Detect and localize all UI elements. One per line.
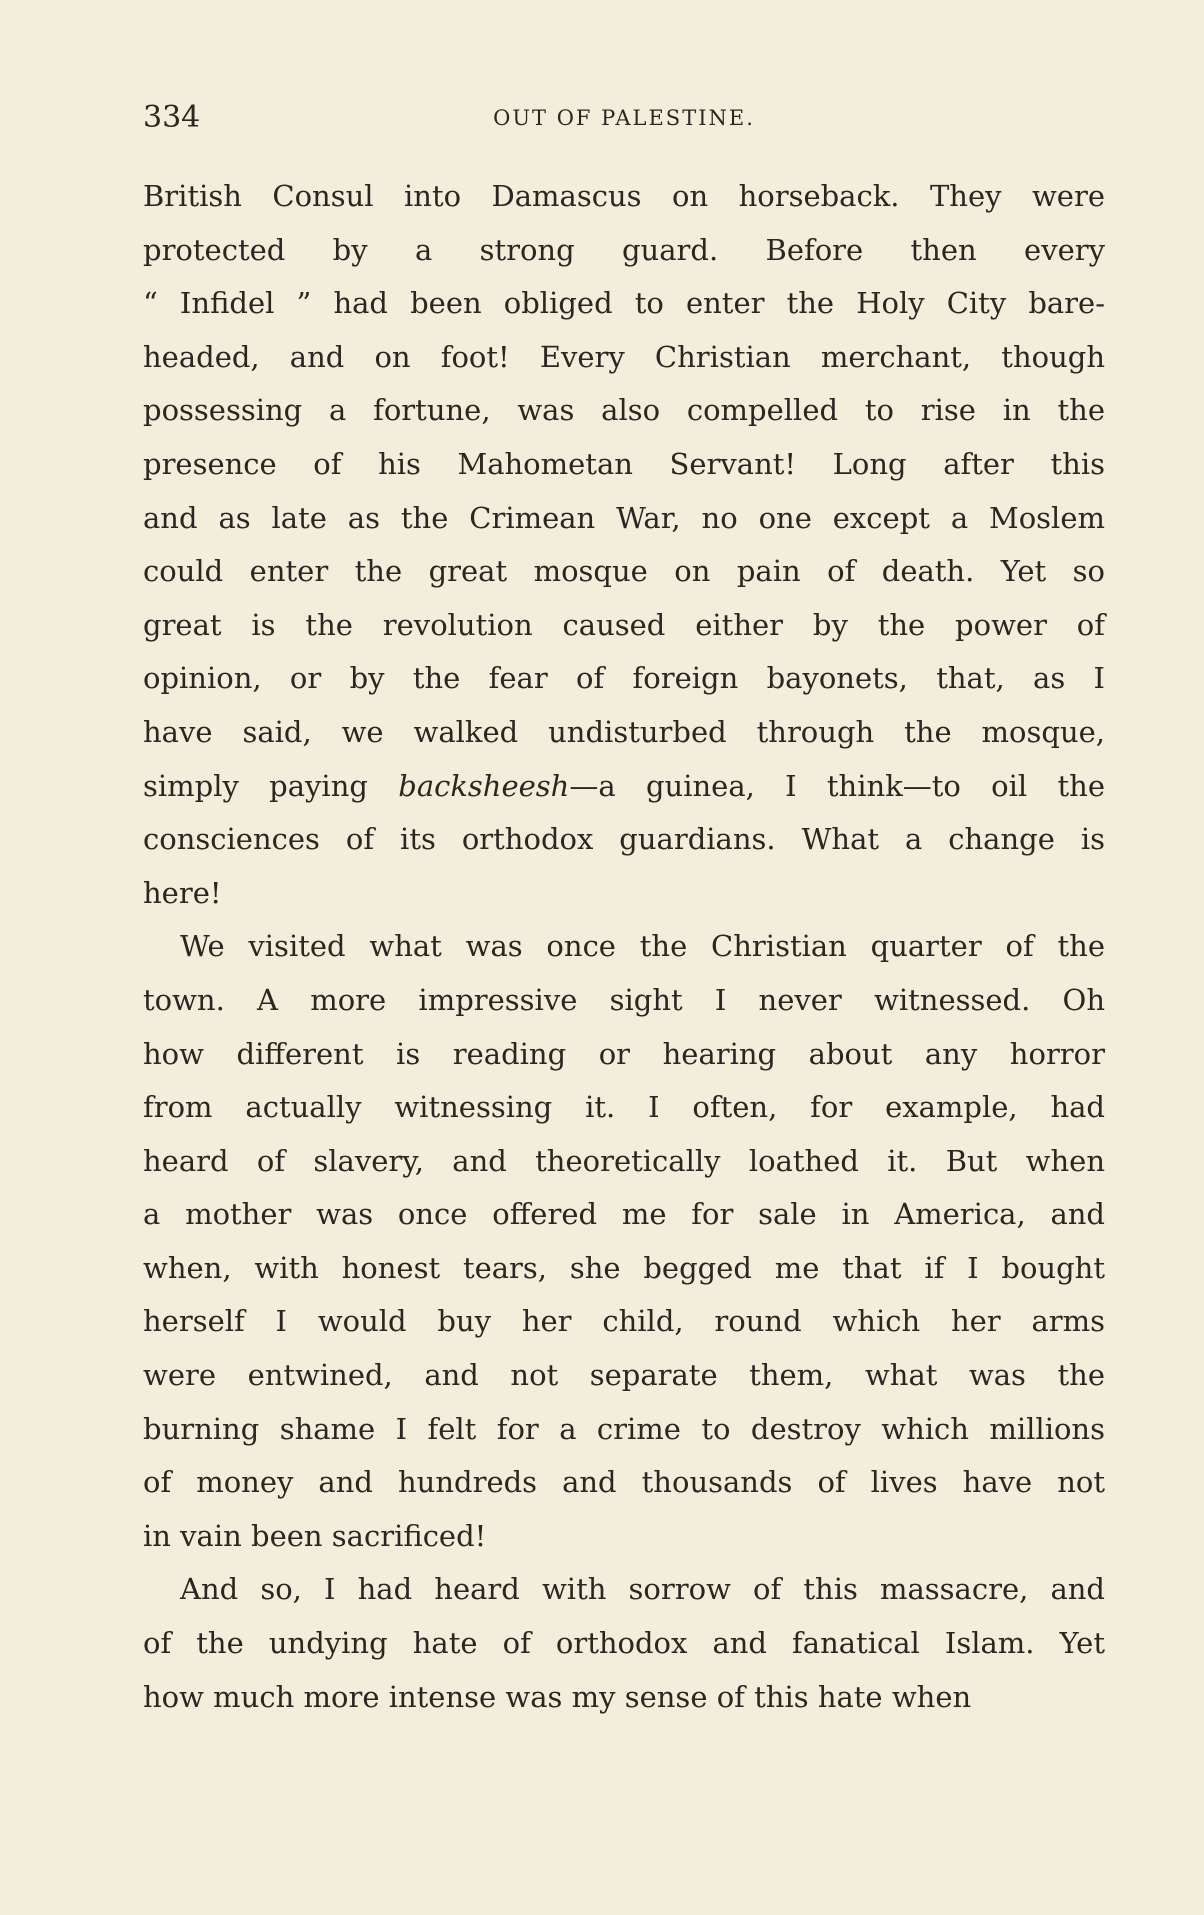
text-line: “ Infidel ” had been obliged to enter the Holy City bare- bbox=[143, 286, 1105, 321]
page-number: 334 bbox=[143, 100, 201, 135]
text-line: presence of his Mahometan Servant! Long after this bbox=[143, 446, 1105, 481]
text-line: possessing a fortune, was also compelled to rise in the bbox=[143, 393, 1105, 428]
text-line: from actually witnessing it. I often, for example, had bbox=[143, 1090, 1105, 1125]
text-line: in vain been sacrificed! bbox=[143, 1518, 487, 1553]
running-header bbox=[143, 100, 1105, 140]
text-line: And so, I had heard with sorrow of this massacre, and bbox=[180, 1572, 1105, 1607]
text-line: opinion, or by the fear of foreign bayonets, that, as I bbox=[143, 661, 1105, 696]
text-line: how much more intense was my sense of this hate when bbox=[143, 1679, 972, 1714]
text-line: protected by a strong guard. Before then every bbox=[143, 232, 1105, 267]
text-line: how different is reading or hearing about any horror bbox=[143, 1036, 1105, 1071]
text-line: town. A more impressive sight I never witnessed. Oh bbox=[143, 982, 1105, 1017]
text-line: We visited what was once the Christian quarter of the bbox=[180, 929, 1105, 964]
text-line: headed, and on foot! Every Christian merchant, though bbox=[143, 339, 1105, 374]
text-line: great is the revolution caused either by the power of bbox=[143, 607, 1105, 642]
text-line: consciences of its orthodox guardians. What a change is bbox=[143, 822, 1105, 857]
text-line: British Consul into Damascus on horseback. They were bbox=[143, 179, 1105, 213]
text-line: herself I would buy her child, round which her arms bbox=[143, 1304, 1105, 1339]
text-line: when, with honest tears, she begged me that if I bought bbox=[143, 1250, 1105, 1285]
text-line: and as late as the Crimean War, no one except a Moslem bbox=[143, 500, 1105, 535]
text-line: burning shame I felt for a crime to destroy which millions bbox=[143, 1411, 1105, 1446]
text-line: a mother was once offered me for sale in America, and bbox=[143, 1197, 1105, 1232]
text-line: were entwined, and not separate them, what was the bbox=[143, 1358, 1105, 1393]
text-line: of money and hundreds and thousands of lives have not bbox=[143, 1465, 1105, 1500]
page-body-text bbox=[143, 170, 1105, 1724]
text-line: have said, we walked undisturbed through the mosque, bbox=[143, 714, 1105, 749]
text-line: of the undying hate of orthodox and fanatical Islam. Yet bbox=[143, 1626, 1105, 1661]
text-line: heard of slavery, and theoretically loathed it. But when bbox=[143, 1143, 1105, 1178]
text-line: could enter the great mosque on pain of death. Yet so bbox=[143, 554, 1105, 589]
running-title: OUT OF PALESTINE. bbox=[493, 106, 755, 130]
text-line: simply paying backsheesh—a guinea, I think—to oil the bbox=[143, 768, 1105, 803]
italic-term: backsheesh bbox=[398, 768, 570, 803]
text-line: here! bbox=[143, 875, 222, 910]
